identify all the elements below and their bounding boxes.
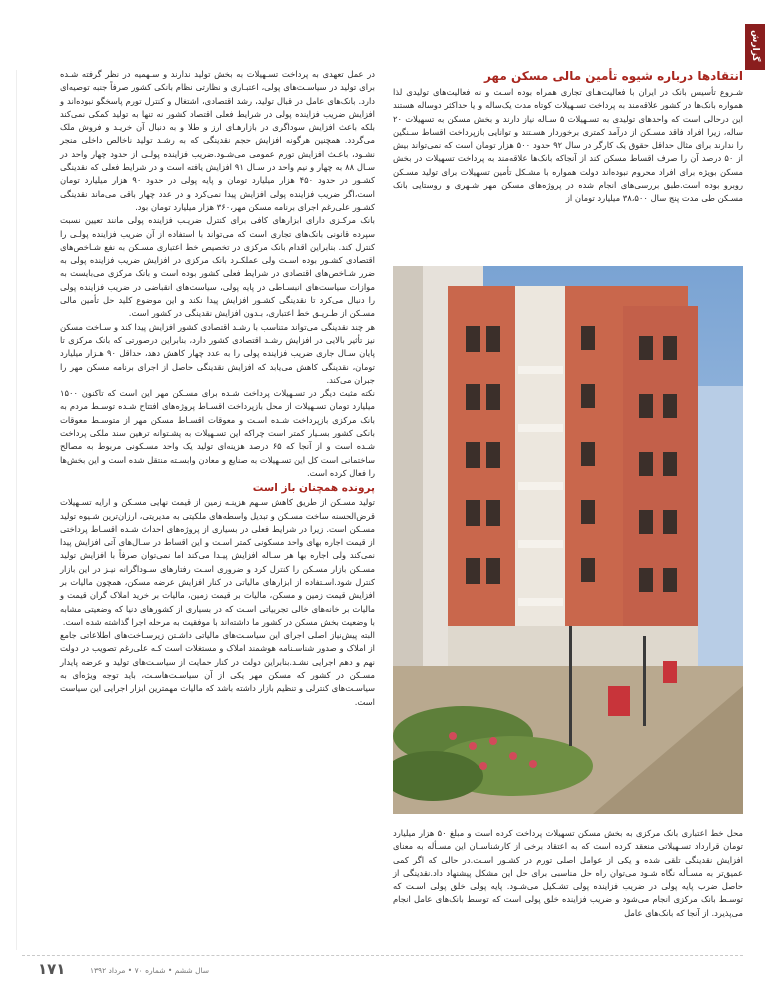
- section-label: گزارش: [750, 30, 760, 62]
- subhead: پرونده همچنان باز است: [252, 482, 375, 495]
- paragraph: البته پیش‌نیاز اصلی اجرای این سیاسـت‌های مالیاتی داشـتن زیرسـاخت‌های اطلاعاتی جامع از املاک و صدور شناسـنامه هوشمند املاک و مستغلات است کـه علی‌رغم تصویب در دولت نهم و دهم اجرایی نشـد.بنابراین دولت در کنار حمایت از سیاسـت‌های تولید و عرضه پایدار مسـکن در کشور که مسکن مهر یکی از آن سیاسـت‌هاسـت، باید توجه ویژه‌ای به سیاسـت‌های کنترلی و تنظیم بازار داشته باشد که مالیات مهمترین ابزار اجرایی این سیاست است.: [60, 630, 375, 707]
- paragraph: شـروع تأسیس بانک در ایران با فعالیت‌هـای تجاری همراه بوده اسـت و نه فعالیت‌های تولیدی لذا همواره بانک‌ها در کشور علاقه‌مند به پرداخت تسـهیلات کوتاه مدت یک‌ساله و یا حداکثر دوساله هستند این درحالی است که واحدهای تولیدی به تسـهیلات ۵ سـاله نیاز دارند و بخش مسکن به تسهیلات ۲۰ ساله، زیرا افراد فاقد مسـکن از درآمد کمتری برخوردار هسـتند و توانایی بازپرداخت اقساط سـنگین را ندارند برای مثال حداقل حقوق یک کارگر در سال ۹۲ حدود ۵۰۰ هزار تومان است که نمی‌تواند بیش از ۵۰ درصد آن را صرف اقساط مسکن کند از آنجاکه بانک‌ها علاقه‌مند به پرداخت تسهیلات در بخش مسکن بویژه برای افراد محروم نبوده‌اند دولت همواره با مشـکل تأمین تسهیلات برای تولید مسـکن روبرو بوده است.طبق بررسی‌های انجام شده در پروژه‌های مسکن مهر شـهری و روستایی بانک مسـکن طی مدت پنج سال ۳۸،۵۰۰ میلیارد تومان از: [393, 87, 744, 204]
- paragraph: نکته مثبت دیگر در تسـهیلات پرداخت شـده برای مسـکن مهر این است که تاکنون ۱۵۰۰ میلیارد تومان تسـهیلات از محل بازپرداخت اقسـاط پروژه‌های افتتاح شـده توسـط مردم به بانک مرکزی بازپرداخت شـده اسـت و معوقات اقسـاط مسکن مهر از متوسـط معوقات بانکی کشور بسـیار کمتر است چراکه این تسـهیلات به پشـتوانه ترهین سند ملکی پرداخت شـده است و از آنجا که ۶۵ درصد هزینه‌ای تولید یک واحد مسـکونی مربوط به مصالح ساختمانی است کل این تسـهیلات به صنایع و معادن وابسـته منتقل شده است و این بخش‌ها را فعال کرده است.: [60, 388, 375, 478]
- page-number: ۱۷۱: [38, 960, 66, 978]
- right-column-bottom: [393, 827, 743, 920]
- margin-rule: [16, 70, 17, 950]
- paragraph: محل خط اعتباری بانک مرکزی به بخش مسکن تسهیلات پرداخت کرده است و مبلغ ۵۰ هزار میلیارد تومان قرارداد تسـهیلاتی منعقد کرده است که به اعتقاد برخی از کارشناسـان این مسـأله به معنای افزایش نقدینگی تلقی شده و یکی از عوامل اصلی تورم در کشـور اسـت.در حالی که اگر کمی عمیق‌تر به مسـأله نگاه شـود می‌توان راه حل مناسبی برای حل این مشکل پیشنهاد داد.نقدینگی از حاصل ضرب پایه پولی در ضریب فزاینده پولی تشـکیل می‌شـود. پایه پولی خلق پولی اسـت که توسـط بانک مرکزی انجام می‌شود و ضریب فزاینده خلق پولی است که توسط بانک‌های عامل انجام می‌پذیرد. از آنجا که بانک‌های عامل: [393, 828, 743, 918]
- paragraph: تولید مسـکن از طریق کاهش سـهم هزینـه زمین از قیمت نهایی مسـکن و ارایه تسـهیلات قرض‌الحسنه ساخت مسـکن و تبدیل واسطه‌های ملکیتی به مدیریتی، ارزان‌ترین شـیوه تولید مسـکن است. زیرا در شرایط فعلی در بسیاری از پروژه‌های احداث شـده اقسـاط پرداختی از قیمت اجاره بهای واحد مسکونی کمتر اسـت و این اقساط در سـال‌های آتی افزایش پیدا نمی‌کند ولی اجاره بها هر سـاله افزایش پیـدا می‌کند اما نمی‌توان صرفاً با افزایش تولید مسـکن بازار مسـکن را کنترل کرد و ضروری اسـت رفتارهای سـوداگرانه نیـز در این بازار کنترل شود.اسـتفاده از ابزارهای مالیاتی در کنار افزایش عرضه مسکن، همچون مالیات بر افزایش قیمت زمین و مسکن، مالیات بر قیمت زمین، مالیات بر خرید املاک گران قیمت و مالیات بر خانه‌های خالی تجربیاتی اسـت که در بسیاری از کشورهای دنیا که وضعیتی مشابه با وضعیت بخش مسکن در کشور ما داشته‌اند با موفقیت به مرحله اجرا گذاشته شده است.: [60, 497, 375, 627]
- paragraph: در عمل تعهدی به پرداخت تسـهیلات به بخش تولید ندارند و سـهمیه در نظر گرفته شـده برای تولید در سیاسـت‌های پولی، اعتبـاری و نظارتی نظام بانکی کشور صرفاً جنبه توصیه‌ای دارد. بانک‌های عامل در قبال تولید، رشد اقتصادی، اشتغال و کنترل تورم پاسخگو نبوده‌اند و افزایش ضریب فزاینده پولی در شرایط فعلی اقتصاد کشور نه تنها به تولید کمکی نمی‌کند بلکه باعث افزایش سوداگری در بازارهـای ارز و طلا و به دنبال آن خریـد و فروش ملک می‌گردد. همچنین هرگونه افزایش حجم نقدینگی که به رشـد تولید ناخالص داخلی منجر نشـود، باعـث افزایش تورم عمومی می‌شـود.ضریب فزاینده پولـی از حدود چهار واحد در سـال ۸۸ به چهار و نیم واحد در سـال ۹۱ افزایش یافته است و در شرایط فعلی که نقدینگی کشـور در حدود ۴۵۰ هزار میلیارد تومان و پایه پولی در حدود ۹۰ هزار میلیارد تومان است،اگر ضریب فزاینده پولی افزایش پیدا نمی‌کرد و در عدد چهار باقی می‌ماند نقدینگی کشـور علی‌رغم اجرای برنامه مسکن مهر،۳۶۰ هزار میلیارد تومان بود.: [60, 69, 375, 212]
- issue-info: سال ششم • شماره ۷۰ • مرداد ۱۳۹۲: [90, 966, 210, 975]
- right-column: [393, 68, 743, 206]
- article-title: انتقادها درباره شیوه تأمین مالی مسکن مهر: [483, 69, 743, 83]
- section-tab: [745, 24, 765, 70]
- building-illustration: [393, 266, 743, 814]
- paragraph: هر چند نقدینگی می‌تواند متناسب با رشـد اقتصادی کشور افزایش پیدا کند و سـاخت مسکن نیز تأثیر بالایی در افزایش رشـد اقتصادی کشور دارد، بنابراین درصورتی که بانک مرکزی تا پایان سـال جاری ضریب فزاینده پولی را به عدد چهار کاهش دهد، حداقل ۹۰ هـزار میلیارد تومان، نقدینگی کاهش می‌یابد که افزایش نقدینگی حاصل از اجرای برنامه مسکن مهر را جبران می‌کند.: [60, 321, 376, 385]
- left-column: [60, 68, 375, 709]
- paragraph: بانک مرکـزی دارای ابزارهای کافی برای کنترل ضریـب فزاینده پولی مانند تعیین نسبت سپرده قانونی بانک‌های تجاری است که می‌تواند با استفاده از آن ضریب فزاینده پولـی را کنترل کند. بنابراین اقدام بانک مرکزی در تخصیص خط اعتباری مسـکن به نفع شـاخص‌های اقتصادی کشـور بوده اسـت ولی عملکـرد بانک مرکزی در افزایش ضریب فزاینده پولی به ضرر شـاخص‌های اقتصادی در شرایط فعلی کشور بوده است و بانک مرکزی می‌بایست به موازات سیاست‌های انبسـاطی در پایه پولی، سیاست‌های انقباضی در ضریب فزاینده پولی را دنبال می‌کرد تا نقدینگی کشـور افزایش پیدا نکند و این موضوع کلید حل تأمین مالی مسـکن از طـریـق خط اعتباری، بـدون افزایش نقدینگی در کشور است.: [60, 215, 375, 319]
- footer-divider: [22, 955, 743, 956]
- building-photo: [393, 266, 743, 814]
